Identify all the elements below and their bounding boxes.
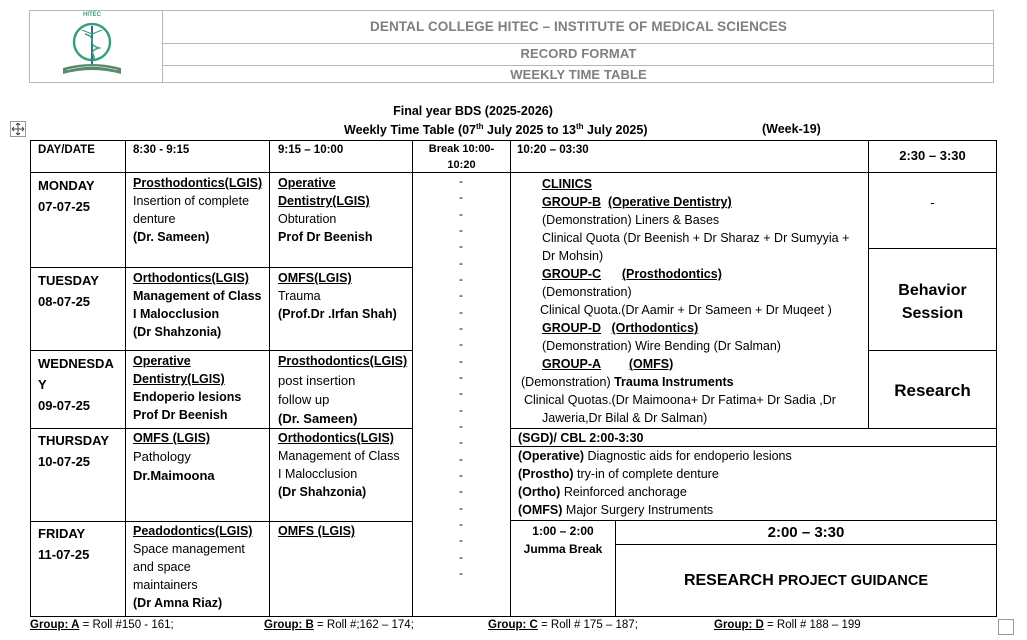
day-monday: MONDAY 07-07-25 [38, 178, 95, 214]
table-move-handle[interactable] [10, 121, 26, 137]
day-wednesday: WEDNESDA Y 09-07-25 [38, 356, 114, 413]
slot2-wednesday: Prosthodontics(LGIS) post insertion follow up (Dr. Sameen) [278, 354, 408, 426]
caduceus-icon [55, 12, 129, 80]
week-number: (Week-19) [762, 122, 821, 136]
footer-group-a: Group: A = Roll #150 - 161; [30, 619, 174, 631]
col-header-break: Break 10:00- 10:20 [428, 143, 495, 171]
slot1-monday: Prosthodontics(LGIS) Insertion of complete denture (Dr. Sameen) [133, 176, 263, 244]
col-header-slot2: 9:15 – 10:00 [278, 144, 344, 156]
jumma-break: 1:00 – 2:00 Jumma Break [523, 524, 603, 556]
header-divider [162, 65, 994, 66]
slot1-friday: Peadodontics(LGIS) Space management and space maintainers (Dr Amna Riaz) [133, 524, 253, 610]
institution-name: DENTAL COLLEGE HITEC – INSTITUTE OF MEDICAL SCIENCES [370, 19, 787, 34]
slot2-friday: OMFS (LGIS) [278, 524, 356, 538]
slot1-tuesday: Orthodontics(LGIS) Management of Class I Malocclusion (Dr Shahzonia) [133, 271, 262, 339]
col-header-slot3: 10:20 – 03:30 [517, 144, 589, 156]
move-icon [11, 122, 25, 136]
research-time: 2:00 – 3:30 [767, 524, 845, 541]
sgd-cbl-header: (SGD)/ CBL 2:00-3:30 [518, 431, 644, 445]
footer-group-b: Group: B = Roll #;162 – 174; [264, 619, 414, 631]
programme-title: Final year BDS (2025-2026) [393, 104, 553, 118]
hitec-logo: HITEC [55, 12, 129, 80]
slot2-monday: Operative Dentistry(LGIS) Obturation Prof Dr Beenish [278, 176, 373, 244]
record-format-label: RECORD FORMAT [520, 46, 637, 61]
slot2-thursday: Orthodontics(LGIS) Management of Class I Malocclusion (Dr Shahzonia) [278, 431, 400, 499]
col-header-slot1: 8:30 - 9:15 [133, 144, 190, 156]
header-divider [162, 43, 994, 44]
week-range: Weekly Time Table (07th July 2025 to 13th July 2025) [344, 122, 648, 138]
slot2-tuesday: OMFS(LGIS) Trauma (Prof.Dr .Irfan Shah) [278, 271, 397, 321]
behavior-session: Behavior Session [898, 282, 967, 322]
footer-group-d: Group: D = Roll # 188 – 199 [714, 619, 861, 631]
research-session: Research [894, 381, 971, 400]
table-resize-handle[interactable] [998, 619, 1014, 635]
slot1-wednesday: Operative Dentistry(LGIS) Endoperio lesions Prof Dr Beenish [133, 354, 242, 422]
col-header-slot4: 2:30 – 3:30 [899, 148, 966, 163]
clinics-title: CLINICS [542, 177, 592, 191]
clinics-block: CLINICS GROUP-B (Operative Dentistry) (Demonstration) Liners & Bases Clinical Quota (Dr Beenish + Dr Sharaz + Dr Sumyyia + Dr Mohsin) GROUP-C (Prosthodontics) (Demonstration) Clinical Quota.(Dr Aamir + Dr Sameen + Dr Muqeet ) GROUP-D (Orthodontics) (Demonstration) Wire Bending (Dr Salman) GROUP-A (OMFS) (Demonstration) Trauma Instruments Clinical Quotas.(Dr Maimoona+ Dr Fatima+ Dr Sadia ,Dr Jaweria,Dr Bilal & Dr Salman) [518, 175, 868, 427]
day-friday: FRIDAY 11-07-25 [38, 526, 90, 562]
sgd-topics: (Operative) Diagnostic aids for endoperio lesions (Prostho) try-in of complete denture (Ortho) Reinforced anchorage (OMFS) Major Surgery Instruments [518, 449, 792, 517]
document-title: WEEKLY TIME TABLE [510, 67, 647, 82]
footer-group-c: Group: C = Roll # 175 – 187; [488, 619, 638, 631]
late-slot-monday: - [930, 196, 935, 210]
col-header-day: DAY/DATE [38, 144, 95, 156]
day-thursday: THURSDAY 10-07-25 [38, 433, 110, 469]
slot1-thursday: OMFS (LGIS) Pathology Dr.Maimoona [133, 431, 215, 483]
day-tuesday: TUESDAY 08-07-25 [38, 273, 99, 309]
research-project-guidance: RESEARCH PROJECT GUIDANCE [683, 572, 929, 589]
